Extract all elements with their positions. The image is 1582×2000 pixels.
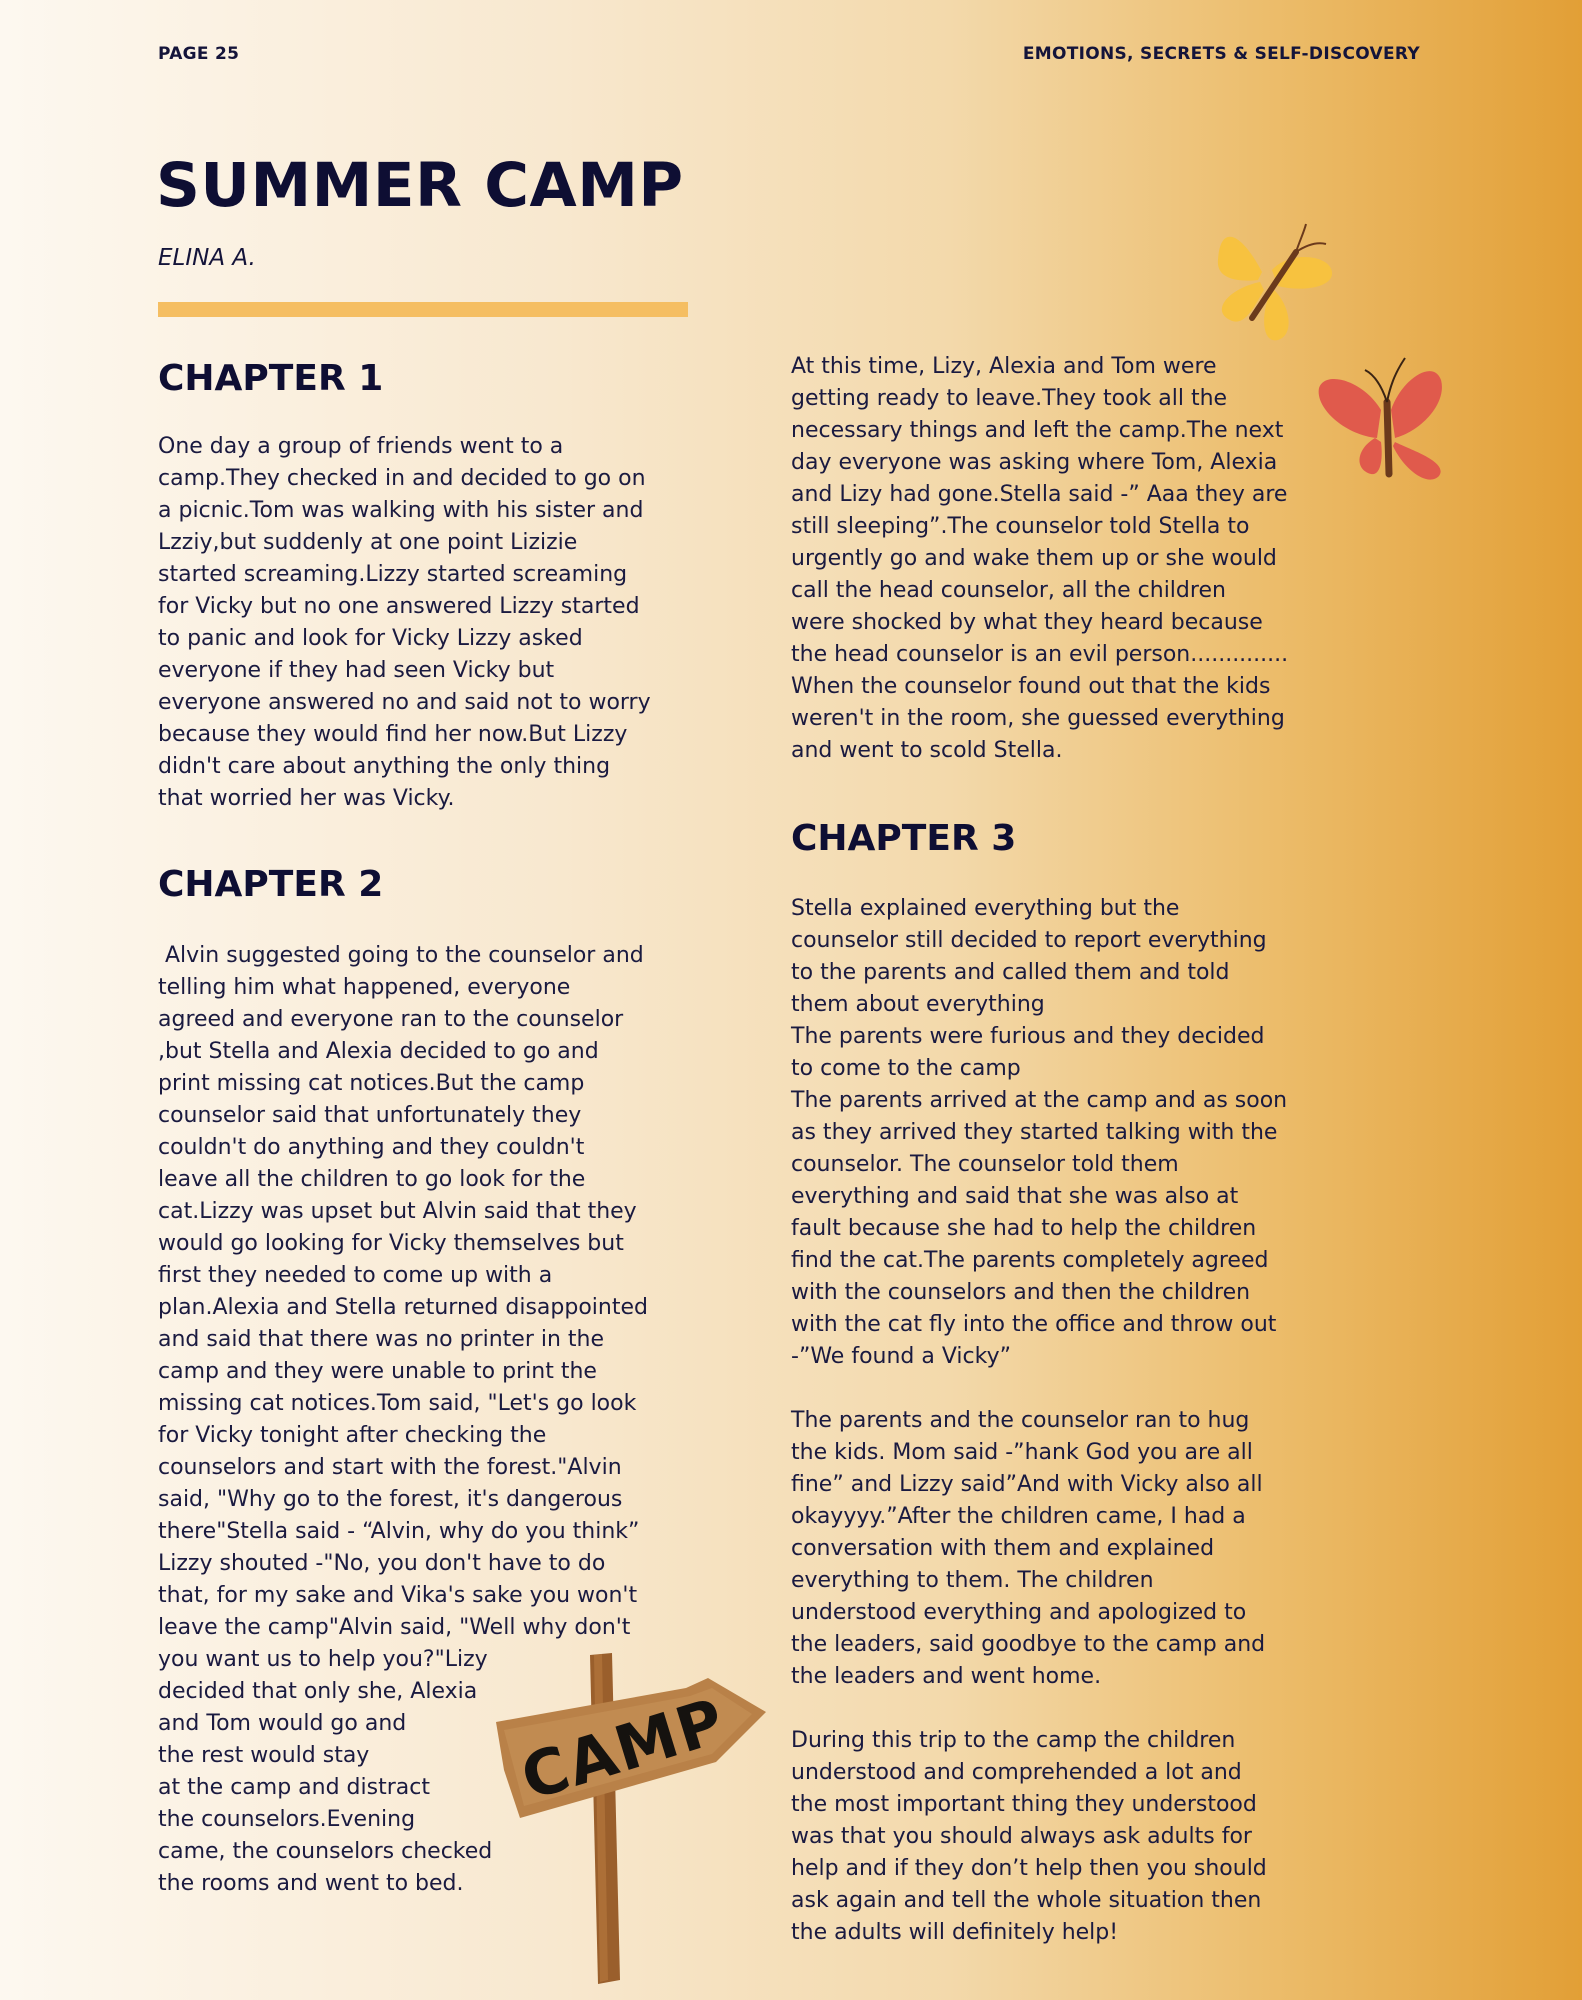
- chapter-3-text: Stella explained everything but the counselor still decided to report everything to the parents and called them and told them about everything The parents were furious and they decided to come to the camp The parents arrived at the camp and as soon as they arrived they started talking with the counselor. The counselor told them everything and said that she was also at fault because she had to help the children find the cat.The parents completely agreed with the counselors and then the children with the cat fly into the office and throw out -”We found a Vicky” The parents and the counselor ran to hug the kids. Mom said -”hank God you are all fine” and Lizzy said”And with Vicky also all okayyyy.”After the children came, I had a conversation with them and explained everything to them. The children understood everything and apologized to the leaders, said goodbye to the camp and the leaders and went home. During this trip to the camp the children understood and comprehended a lot and the most important thing they understood was that you should always ask adults for help and if they don’t help then you should ask again and tell the whole situation then the adults will definitely help!: [791, 896, 1288, 1945]
- yellow-butterfly-icon: [1200, 210, 1340, 350]
- article-author: ELINA A.: [158, 245, 256, 271]
- title-divider: [158, 302, 688, 317]
- camp-sign-text: CAMP: [513, 1683, 734, 1815]
- chapter-2-text: Alvin suggested going to the counselor and telling him what happened, everyone agreed and everyone ran to the counselor ,but Stella and Alexia decided to go and print missing cat notices.But the camp counselor said that unfortunately they couldn't do anything and they couldn't leave all the children to go look for the cat.Lizzy was upset but Alvin said that they would go looking for Vicky themselves but first they needed to come up with a plan.Alexia and Stella returned disappointed and said that there was no printer in the camp and they were unable to print the missing cat notices.Tom said, "Let's go look for Vicky tonight after checking the counselors and start with the forest."Alvin said, "Why go to the forest, it's dangerous there"Stella said - “Alvin, why do you think” Lizzy shouted -"No, you don't have to do that, for my sake and Vika's sake you won't leave the camp"Alvin said, "Well why don't you want us to help you?"Lizy decided that only she, Alexia and Tom would go and the rest would stay at the camp and distract the counselors.Evening came, the counselors checked the rooms and went to bed.: [158, 943, 648, 1896]
- red-butterfly-icon: [1315, 350, 1450, 490]
- chapter-1-heading: CHAPTER 1: [158, 358, 384, 399]
- section-title: EMOTIONS, SECRETS & SELF-DISCOVERY: [1022, 44, 1420, 64]
- page-number: PAGE 25: [158, 44, 240, 64]
- chapter-2-continuation-text: At this time, Lizy, Alexia and Tom were getting ready to leave.They took all the necessary things and left the camp.The next day everyone was asking where Tom, Alexia and Lizy had gone.Stella said -” Aaa they are still sleeping”.The counselor told Stella to urgently go and wake them up or she would call the head counselor, all the children were shocked by what they heard because the head counselor is an evil person.............. When the counselor found out that the kids weren't in the room, she guessed everything and went to scold Stella.: [791, 354, 1289, 763]
- camp-sign-illustration: [490, 1650, 770, 1990]
- chapter-1-text: One day a group of friends went to a camp.They checked in and decided to go on a picnic.Tom was walking with his sister and Lzziy,but suddenly at one point Lizizie started screaming.Lizzy started screaming for Vicky but no one answered Lizzy started to panic and look for Vicky Lizzy asked everyone if they had seen Vicky but everyone answered no and said not to worry because they would find her now.But Lizzy didn't care about anything the only thing that worried her was Vicky.: [158, 434, 651, 811]
- chapter-3-heading: CHAPTER 3: [791, 818, 1017, 859]
- article-title: SUMMER CAMP: [156, 150, 684, 221]
- chapter-2-heading: CHAPTER 2: [158, 864, 384, 905]
